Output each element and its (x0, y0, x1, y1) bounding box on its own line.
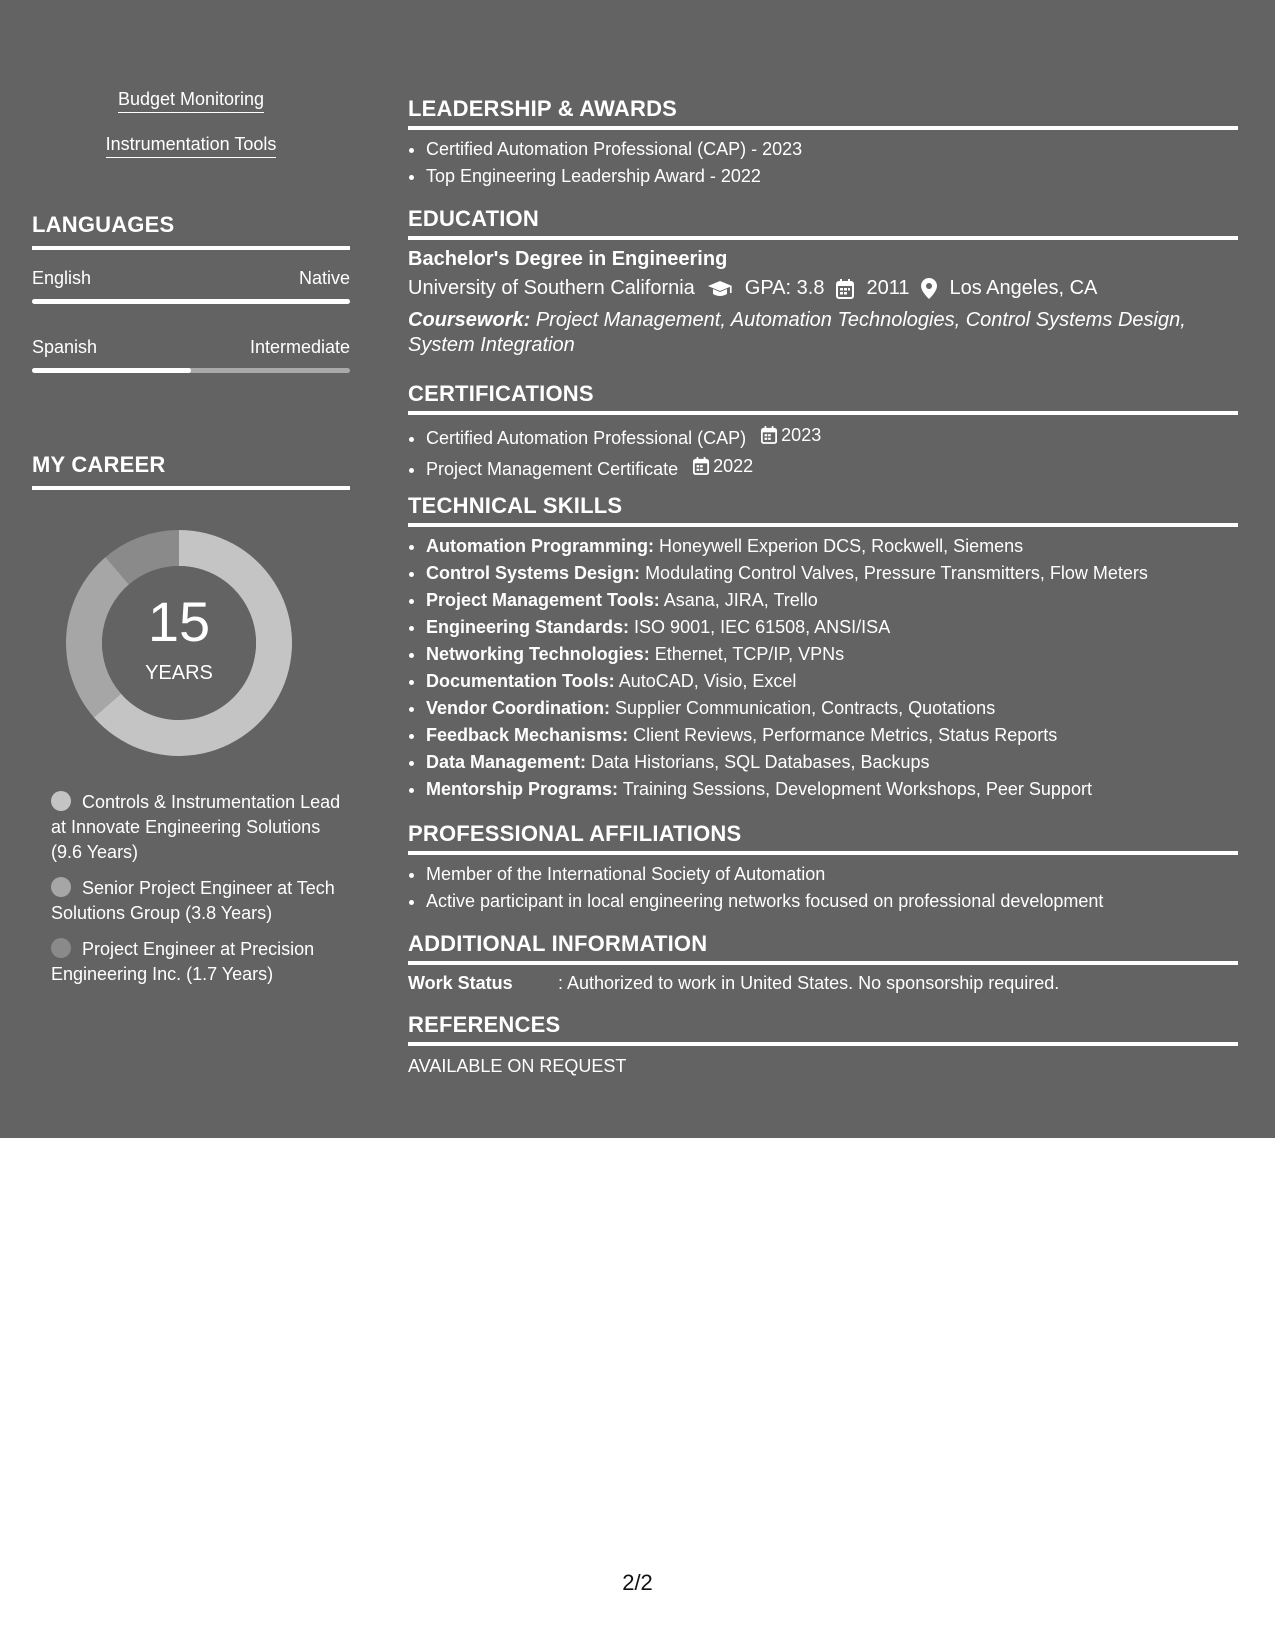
language-bar-spanish (32, 368, 350, 373)
cert-name: Certified Automation Professional (CAP) (426, 428, 747, 448)
list-item: • Top Engineering Leadership Award - 2022 (426, 163, 1238, 190)
coursework-label: Coursework: (408, 309, 531, 331)
career-dot (51, 791, 71, 811)
language-level: Intermediate (249, 337, 350, 357)
skill-label: Budget Monitoring (118, 89, 264, 113)
work-status-row (408, 973, 1059, 994)
list-item (426, 560, 1238, 587)
references-text: AVAILABLE ON REQUEST (408, 1056, 627, 1076)
career-text: Controls & Instrumentation Lead at Innovate Engineering Solutions (9.6 Years) (51, 792, 341, 862)
list-item (426, 641, 1238, 668)
list-item: • Active participant in local engineering networks focused on professional development (426, 888, 1238, 915)
skill-label: Data Management: (426, 752, 587, 772)
skill-value: ISO 9001, IEC 61508, ANSI/ISA (634, 617, 891, 637)
skill-label: Engineering Standards: (426, 617, 630, 637)
skill-link-instrumentation-tools[interactable] (32, 133, 350, 155)
language-bar-english (32, 299, 350, 304)
graduation-year: 2011 (866, 277, 910, 299)
leadership-list (408, 136, 1238, 190)
career-heading: MY CAREER (32, 452, 350, 490)
list-item (426, 533, 1238, 560)
skill-label: Documentation Tools: (426, 671, 615, 691)
skill-label: Networking Technologies: (426, 644, 650, 664)
career-dot (51, 938, 71, 958)
degree-title: Bachelor's Degree in Engineering (408, 248, 728, 270)
list-item (426, 722, 1238, 749)
cert-name: Project Management Certificate (426, 459, 679, 479)
list-item (426, 587, 1238, 614)
languages-heading: LANGUAGES (32, 212, 350, 250)
school-location: Los Angeles, CA (949, 277, 1098, 299)
career-item (51, 876, 341, 926)
skill-link-budget-monitoring[interactable] (32, 88, 350, 110)
language-name: English (32, 268, 92, 288)
career-item (51, 937, 341, 987)
leadership-heading: LEADERSHIP & AWARDS (408, 96, 1238, 130)
additional-info-heading: ADDITIONAL INFORMATION (408, 931, 1238, 965)
technical-skills-heading: TECHNICAL SKILLS (408, 493, 1238, 527)
cert-year: 2022 (713, 456, 754, 476)
cert-year: 2023 (781, 425, 822, 445)
skill-value: Honeywell Experion DCS, Rockwell, Siemens (659, 536, 1024, 556)
skill-label: Vendor Coordination: (426, 698, 610, 718)
list-item (426, 421, 1238, 452)
list-item (426, 749, 1238, 776)
language-row-english (32, 268, 350, 289)
education-meta (408, 277, 1097, 300)
career-donut-chart (66, 530, 292, 756)
skill-label: Instrumentation Tools (106, 134, 277, 158)
page-number: 2/2 (622, 1570, 653, 1595)
skill-value: Modulating Control Valves, Pressure Transmitters, Flow Meters (645, 563, 1148, 583)
coursework-text: Project Management, Automation Technologies, Control Systems Design, System Integration (408, 309, 1186, 356)
skill-label: Automation Programming: (426, 536, 654, 556)
affiliations-heading: PROFESSIONAL AFFILIATIONS (408, 821, 1238, 855)
skill-label: Control Systems Design: (426, 563, 641, 583)
certifications-heading: CERTIFICATIONS (408, 381, 1238, 415)
skill-value: Data Historians, SQL Databases, Backups (591, 752, 930, 772)
skill-value: Supplier Communication, Contracts, Quotations (615, 698, 996, 718)
skill-label: Feedback Mechanisms: (426, 725, 629, 745)
career-text: Senior Project Engineer at Tech Solutions Group (3.8 Years) (51, 878, 335, 923)
language-bar-fill (32, 299, 350, 304)
skill-value: Training Sessions, Development Workshops, Peer Support (622, 779, 1092, 799)
education-heading: EDUCATION (408, 206, 1238, 240)
affiliations-list (408, 861, 1238, 915)
donut-center (66, 530, 292, 756)
career-years-unit: YEARS (145, 662, 213, 684)
skill-value: Asana, JIRA, Trello (663, 590, 818, 610)
coursework (408, 308, 1238, 358)
calendar-icon (836, 279, 854, 299)
language-name: Spanish (32, 337, 98, 357)
career-item (51, 790, 341, 865)
skill-label: Project Management Tools: (426, 590, 660, 610)
list-item (426, 695, 1238, 722)
list-item: • Certified Automation Professional (CAP) - 2023 (426, 136, 1238, 163)
technical-skills-list (408, 533, 1238, 803)
work-status-label: Work Status (408, 973, 513, 993)
skill-label: Mentorship Programs: (426, 779, 619, 799)
list-item (426, 668, 1238, 695)
career-total-years: 15 (147, 590, 211, 653)
calendar-icon (761, 426, 777, 444)
location-pin-icon (921, 278, 937, 299)
list-item: • Member of the International Society of Automation (426, 861, 1238, 888)
gpa: GPA: 3.8 (744, 277, 825, 299)
language-bar-fill (32, 368, 191, 373)
skill-value: AutoCAD, Visio, Excel (618, 671, 797, 691)
list-item (426, 614, 1238, 641)
list-item (426, 776, 1238, 803)
language-level: Native (298, 268, 350, 288)
calendar-icon (693, 457, 709, 475)
cert-date (693, 452, 753, 480)
references-heading: REFERENCES (408, 1012, 1238, 1046)
language-row-spanish (32, 337, 350, 358)
career-dot (51, 877, 71, 897)
work-status-value: : Authorized to work in United States. No sponsorship required. (558, 973, 1060, 993)
skill-value: Ethernet, TCP/IP, VPNs (654, 644, 845, 664)
skill-value: Client Reviews, Performance Metrics, Status Reports (633, 725, 1058, 745)
career-text: Project Engineer at Precision Engineering Inc. (1.7 Years) (51, 939, 315, 984)
school-name: University of Southern California (408, 277, 695, 299)
cert-date (761, 421, 821, 449)
certifications-list (408, 421, 1238, 483)
graduation-cap-icon (707, 280, 733, 298)
list-item (426, 452, 1238, 483)
